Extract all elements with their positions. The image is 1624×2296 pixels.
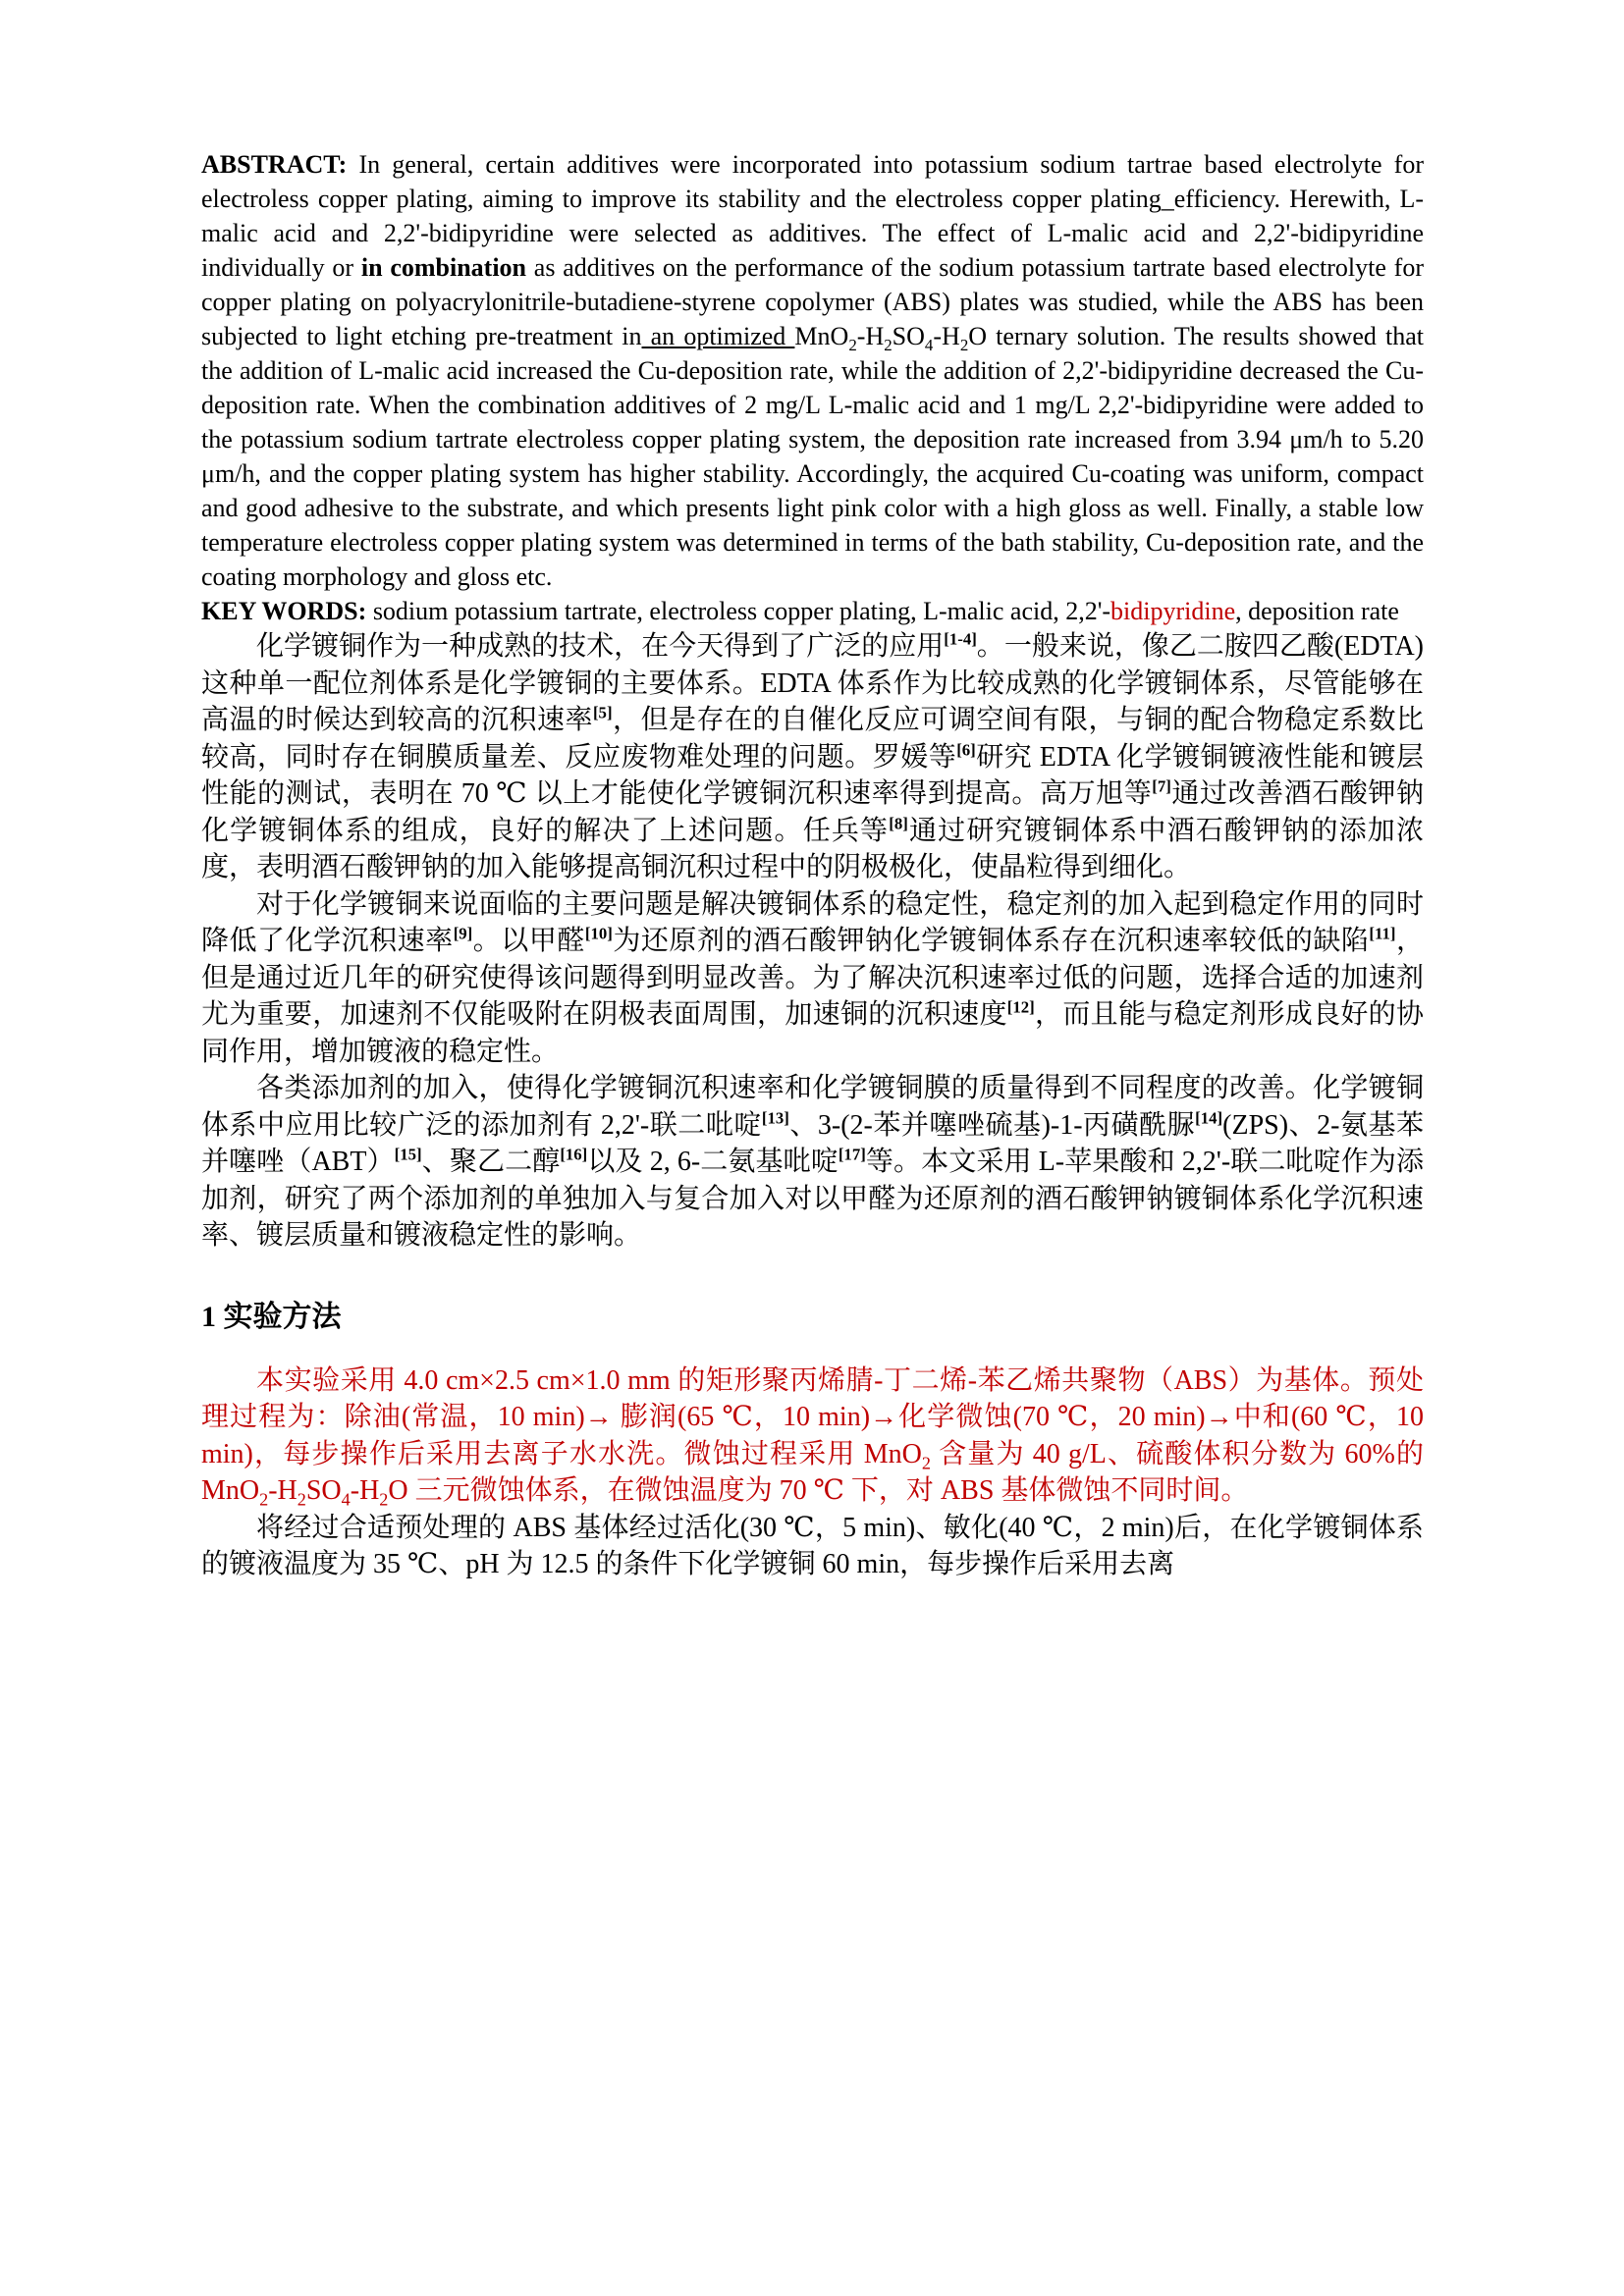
text-run: [1-4] (944, 629, 977, 649)
section-heading-methods: 1 实验方法 (201, 1300, 342, 1333)
text-run: [9] (453, 924, 473, 943)
text-run: [5] (592, 703, 613, 722)
text-run: 等。本文采用 L-苹果酸和 2,2'-联二吡啶作为添加剂，研究了两个添加剂的单独加入与复合加入对以甲醛为还原剂的酒石酸钾钠镀铜体系化学沉积速率、镀层质量和镀液稳定性的影响。 (201, 1147, 1424, 1251)
methods-paragraph-2 (201, 1510, 1424, 1583)
text-run: 研究 EDTA 化学镀铜镀液性能和镀层性能的测试，表明在 70 ℃ 以上才能使化学镀铜沉积速率得到提高。高万旭等 (201, 741, 1424, 809)
text-run: 4 (341, 1489, 351, 1510)
text-run: 以及 2, 6-二氨基吡啶 (587, 1147, 839, 1177)
text-run: [6] (956, 740, 976, 760)
text-run: bidipyridine (1110, 597, 1236, 625)
intro-paragraph-1 (201, 628, 1424, 886)
text-run: 含量为 40 g/L、硫酸体积分数为 60%的 MnO (201, 1438, 1424, 1506)
text-run: [17] (838, 1145, 866, 1164)
text-run: [13] (761, 1108, 789, 1128)
text-run: in combination (360, 253, 527, 282)
text-run: 通过研究镀铜体系中酒石酸钾钠的添加浓度，表明酒石酸钾钠的加入能够提高铜沉积过程中的阴极极化，使晶粒得到细化。 (201, 815, 1424, 882)
text-run: 将经过合适预处理的 ABS 基体经过活化(30 ℃，5 min)、敏化(40 ℃，2 min)后，在化学镀铜体系的镀液温度为 35 ℃、pH 为 12.5 的条件下化学镀铜 60 min，每步操作后采用去离 (201, 1512, 1424, 1579)
text-run: 化学镀铜作为一种成熟的技术，在今天得到了广泛的应用 (256, 631, 945, 662)
text-run: [11] (1369, 924, 1396, 943)
intro-paragraph-2 (201, 886, 1424, 1071)
text-run: 。一般来说，像乙二胺四乙酸(EDTA)这种单一配位剂体系是化学镀铜的主要体系。EDTA 体系作为比较成熟的化学镀铜体系，尽管能够在高温的时候达到较高的沉积速率 (201, 631, 1424, 735)
text-run: , deposition rate (1235, 597, 1399, 625)
text-run: O ternary solution. The results showed that the addition of L-malic acid increased the Cu-deposition rate, while the addition of 2,2'-bidipyridine decreased the Cu-deposition rate. When the combination additives of 2 mg/L L-malic acid and 1 mg/L 2,2'-bidipyridine were added to the potassium sodium tartrate electroless copper plating system, the deposition rate increased from 3.94 μm/h to 5.20 μm/h, and the copper plating system has higher stability. Accordingly, the acquired Cu-coating was uniform, compact and good adhesive to the substrate, and which presents light pink color with a high gloss as well. Finally, a stable low temperature electroless copper plating system was determined in terms of the bath stability, Cu-deposition rate, and the coating morphology and gloss etc. (201, 322, 1424, 591)
abstract-label: ABSTRACT: (201, 150, 359, 179)
text-run: 为还原剂的酒石酸钾钠化学镀铜体系存在沉积速率较低的缺陷 (612, 926, 1370, 956)
text-run: ，但是存在的自催化反应可调空间有限，与铜的配合物稳定系数比较高，同时存在铜膜质量差、反应废物难处理的问题。罗媛等 (201, 705, 1424, 773)
text-run: -H (856, 322, 885, 350)
text-run: SO (305, 1475, 342, 1506)
text-run: [12] (1006, 997, 1035, 1017)
text-run: 通过改善酒石酸钾钠化学镀铜体系的组成，良好的解决了上述问题。任兵等 (201, 778, 1424, 846)
text-run: 本实验采用 4.0 cm×2.5 cm×1.0 mm 的矩形聚丙烯腈-丁二烯-苯乙烯共聚物（ABS）为基体。预处理过程为：除油(常温，10 min)→ 膨润(65 ℃，10 min)→化学微蚀(70 ℃，20 min)→中和(60 ℃，10 min)，每步操作后采用去离子水水洗。微蚀过程采用 MnO (201, 1364, 1424, 1469)
methods-paragraph-1 (201, 1362, 1424, 1510)
text-run: 2 (379, 1489, 389, 1510)
text-run: In general, certain additives were incorporated into potassium sodium tartrae based electrolyte for electroless copper plating, aiming to improve its stability and the electroless copper plating_efficiency. Herewith, L-malic acid and 2,2'-bidipyridine were selected as additives. The effect of L-malic acid and 2,2'-bidipyridine individually or (201, 150, 1424, 282)
text-run: 2 (848, 336, 857, 355)
methods-section (201, 1362, 1424, 1583)
text-run: 。以甲醛 (472, 926, 585, 956)
text-run: 2 (259, 1489, 269, 1510)
text-run: as additives on the performance of the sodium potassium tartrate based electrolyte for copper plating on polyacrylonitrile-butadiene-styrene copolymer (ABS) plates was studied, while the ABS has been subjected to light etching pre-treatment in (201, 253, 1424, 350)
text-run: [14] (1195, 1108, 1223, 1128)
text-run: [7] (1152, 776, 1171, 796)
text-run: 、3-(2-苯并噻唑硫基)-1-丙磺酰脲 (788, 1109, 1196, 1141)
text-run: 4 (924, 336, 934, 355)
text-run: [8] (889, 814, 908, 833)
keywords-label: KEY WORDS: (201, 597, 373, 625)
text-run: 2 (921, 1453, 931, 1473)
text-run: -H (268, 1475, 298, 1506)
text-run: 对于化学镀铜来说面临的主要问题是解决镀铜体系的稳定性，稳定剂的加入起到稳定作用的同时降低了化学沉积速率 (201, 888, 1424, 956)
text-run: SO (892, 322, 925, 350)
text-run: sodium potassium tartrate, electroless copper plating, L-malic acid, 2,2'- (372, 597, 1111, 625)
text-run: 各类添加剂的加入，使得化学镀铜沉积速率和化学镀铜膜的质量得到不同程度的改善。化学镀铜体系中应用比较广泛的添加剂有 2,2'-联二吡啶 (201, 1073, 1424, 1141)
text-run: -H (933, 322, 960, 350)
text-run: O 三元微蚀体系，在微蚀温度为 70 ℃ 下，对 ABS 基体微蚀不同时间。 (388, 1475, 1249, 1506)
text-run: ，而且能与稳定剂形成良好的协同作用，增加镀液的稳定性。 (201, 999, 1424, 1067)
keywords-paragraph (201, 594, 1424, 628)
text-run: an optimized (641, 322, 795, 350)
text-run: MnO (794, 322, 849, 350)
intro-paragraph-3 (201, 1070, 1424, 1255)
text-run: 2 (884, 336, 893, 355)
abstract-paragraph (201, 147, 1424, 594)
text-run: 、聚乙二醇 (421, 1147, 561, 1177)
text-run: 2 (297, 1489, 306, 1510)
abstract-and-intro-section (201, 147, 1424, 1255)
text-run: ，但是通过近几年的研究使得该问题得到明显改善。为了解决沉积速率过低的问题，选择合适的加速剂尤为重要，加速剂不仅能吸附在阴极表面周围，加速铜的沉积速度 (201, 926, 1424, 1030)
text-run: [16] (560, 1145, 588, 1164)
text-run: 2 (959, 336, 969, 355)
text-run: [15] (394, 1145, 422, 1164)
text-run: -H (350, 1475, 380, 1506)
text-run: [10] (584, 924, 613, 943)
text-run: (ZPS)、2-氨基苯并噻唑（ABT） (201, 1109, 1424, 1177)
